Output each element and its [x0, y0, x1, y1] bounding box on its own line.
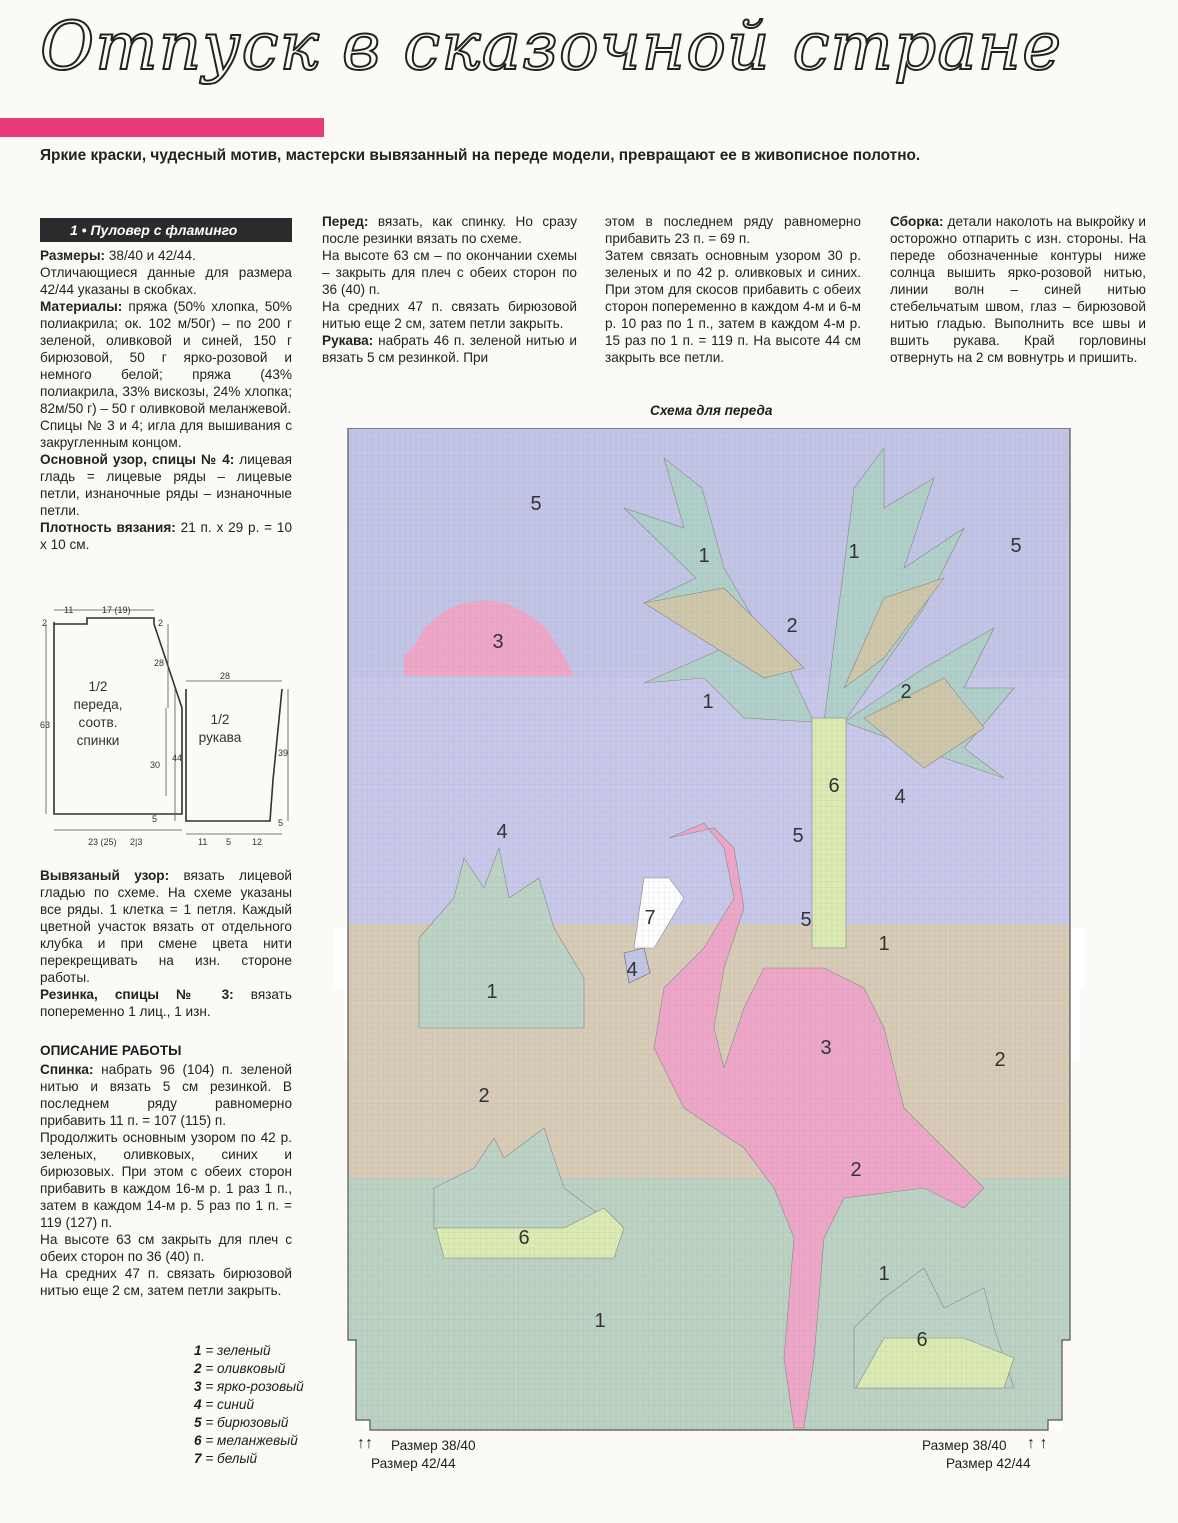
schem-num: 2 — [42, 618, 48, 628]
schem-num: 28 — [154, 658, 165, 668]
sleeve-label-line: рукава — [198, 730, 242, 745]
legend-text: = оливковый — [201, 1361, 286, 1376]
pattern-label: Основной узор, спицы № 4: — [40, 452, 235, 467]
legend-text: = синий — [201, 1397, 255, 1412]
legend-text: = бирюзовый — [201, 1415, 289, 1430]
column-3-sleeves — [605, 213, 861, 366]
legend-num: 1 — [194, 1343, 202, 1358]
work-heading: ОПИСАНИЕ РАБОТЫ — [40, 1043, 182, 1058]
schem-num: 2|3 — [130, 837, 143, 847]
size-label-small-right: Размер 38/40 — [922, 1438, 1007, 1453]
chart-color-number: 5 — [800, 909, 812, 931]
pattern-schematic — [36, 596, 296, 852]
size-label-large-right: Размер 42/44 — [946, 1456, 1031, 1471]
sleeve-label-line: 1/2 — [210, 712, 230, 727]
legend-num: 4 — [194, 1397, 202, 1412]
schem-num: 28 — [220, 671, 231, 681]
knit-label: Вывязаный узор: — [40, 868, 170, 883]
legend-item — [194, 1360, 304, 1378]
chart-color-number: 1 — [848, 541, 860, 563]
sleeve-text-1: этом в последнем ряду равномерно прибавить 23 п. = 69 п. — [605, 214, 861, 246]
front-label-line: соотв. — [78, 715, 118, 730]
subtitle: Яркие краски, чудесный мотив, мастерски вывязанный на переде модели, превращают ее в живописное полотно. — [40, 147, 921, 164]
chart-color-number: 2 — [478, 1085, 490, 1107]
legend-num: 6 — [194, 1433, 202, 1448]
chart-color-number: 1 — [878, 1263, 890, 1285]
pattern-text: лицевая гладь = лицевые ряды – лицевые петли, изнаночные ряды – изнаночные петли. — [40, 452, 292, 518]
chart-color-number: 4 — [894, 786, 906, 808]
chart-color-number: 3 — [820, 1037, 832, 1059]
knit-text: вязать лицевой гладью по схеме. На схеме указаны все ряды. 1 клетка = 1 петля. Каждый цветной участок вязать от отдельного клубка и при смене цвета нити перекрещивать на изн. стороне работы. — [40, 868, 293, 985]
assembly-label: Сборка: — [890, 214, 944, 229]
front-label-line: 1/2 — [88, 679, 108, 694]
legend-num: 5 — [194, 1415, 202, 1430]
middle-text: На средних 47 п. связать бирюзовой нитью еще 2 см, затем петли закрыть. — [40, 1266, 292, 1298]
schem-num: 5 — [226, 837, 232, 847]
differ-text: Отличающиеся данные для размера 42/44 указаны в скобках. — [40, 265, 292, 297]
schem-num: 63 — [40, 720, 51, 730]
sleeve-outline — [186, 689, 282, 821]
legend-num: 7 — [194, 1451, 202, 1466]
size-arrow-icon: ↑ ↑ — [1027, 1435, 1048, 1452]
column-1-materials — [40, 247, 292, 553]
column-1-knit-pattern — [40, 867, 292, 1020]
front-outline — [54, 618, 182, 814]
chart-color-number: 4 — [496, 821, 508, 843]
chart-color-number: 6 — [828, 775, 840, 797]
schem-num: 2 — [158, 618, 164, 628]
density-label: Плотность вязания: — [40, 520, 176, 535]
sizes-text: 38/40 и 42/44. — [105, 248, 196, 263]
chart-color-number: 4 — [626, 959, 638, 981]
legend-item — [194, 1414, 304, 1432]
column-4-assembly — [890, 213, 1146, 366]
chart-color-number: 1 — [698, 545, 710, 567]
needles-text: Спицы № 3 и 4; игла для вышивания с закругленным концом. — [40, 418, 292, 450]
schem-num: 5 — [278, 818, 284, 828]
legend-item — [194, 1378, 304, 1396]
chart-color-number: 5 — [792, 825, 804, 847]
schem-num: 30 — [150, 760, 161, 770]
legend-num: 2 — [194, 1361, 202, 1376]
chart-color-number: 2 — [850, 1159, 862, 1181]
chart-color-number: 5 — [1010, 535, 1022, 557]
sleeve-label: Рукава: — [322, 333, 374, 348]
legend-item — [194, 1396, 304, 1414]
continue-text: Продолжить основным узором по 42 р. зеленых, оливковых, синих и бирюзовых. При этом с обеих сторон прибавить в каждом 16-м р. 1 раз 1 п., затем в каждом 14-м р. 5 раз по 1 п. = 119 (127) п. — [40, 1130, 292, 1230]
chart-color-number: 3 — [492, 631, 504, 653]
column-2-front — [322, 213, 577, 366]
chart-color-number: 7 — [644, 907, 656, 929]
chart-title: Схема для переда — [650, 403, 773, 418]
chart-grid — [324, 428, 1094, 1440]
front-label-line: спинки — [76, 733, 120, 748]
materials-text: пряжа (50% хлопка, 50% полиакрила; ок. 102 м/50г) – по 200 г зеленой, оливковой и синей, 150 г бирюзовой, 50 г ярко-розовой и немного белой; пряжа (43% полиакрила, 33% вискозы, 24% хлопка; 82м/50 г) – 50 г оливковой меланжевой. — [40, 299, 292, 416]
rib-label: Резинка, спицы № 3: — [40, 987, 234, 1002]
chart-color-number: 6 — [518, 1227, 530, 1249]
page-title: Отпуск в сказочной стране — [40, 8, 1063, 85]
chart-color-number: 1 — [878, 933, 890, 955]
legend-text: = зеленый — [201, 1343, 271, 1358]
schem-num: 5 — [152, 814, 158, 824]
accent-bar — [0, 118, 324, 137]
back-label: Спинка: — [40, 1062, 94, 1077]
color-legend — [194, 1342, 304, 1468]
sizes-label: Размеры: — [40, 248, 106, 263]
schem-num: 11 — [198, 837, 208, 847]
height-text: На высоте 63 см – по окончании схемы – закрыть для плеч с обеих сторон по 36 (40) п. — [322, 248, 577, 297]
legend-num: 3 — [194, 1379, 202, 1394]
schem-num: 39 — [278, 748, 289, 758]
chart-color-number: 2 — [786, 615, 798, 637]
chart-color-number: 2 — [994, 1049, 1006, 1071]
size-label-small-left: Размер 38/40 — [391, 1438, 476, 1453]
section-header: 1 • Пуловер с фламинго — [40, 218, 292, 242]
schem-num: 44 — [172, 753, 183, 763]
legend-text: = ярко-розовый — [201, 1379, 304, 1394]
chart-color-number: 1 — [702, 691, 714, 713]
back-text: набрать 96 (104) п. зеленой нитью и вязать 5 см резинкой. В последнем ряду равномерно прибавить 11 п. = 107 (115) п. — [40, 1062, 292, 1128]
middle-text: На средних 47 п. связать бирюзовой нитью еще 2 см, затем петли закрыть. — [322, 299, 577, 331]
shoulder-text: На высоте 63 см закрыть для плеч с обеих сторон по 36 (40) п. — [40, 1232, 292, 1264]
legend-item — [194, 1342, 304, 1360]
schem-num: 11 — [64, 605, 74, 615]
front-label-line: переда, — [73, 697, 123, 712]
legend-text: = белый — [201, 1451, 258, 1466]
size-arrow-icon: ↑↑ — [357, 1435, 373, 1452]
front-label: Перед: — [322, 214, 369, 229]
sleeve-text: набрать 46 п. зеленой нитью и вязать 5 см резинкой. При — [322, 333, 577, 365]
materials-label: Материалы: — [40, 299, 123, 314]
rib-text: вязать попеременно 1 лиц., 1 изн. — [40, 987, 292, 1019]
assembly-text: детали наколоть на выкройку и осторожно отпарить с изн. стороны. На переде обозначенные контуры ниже солнца вышить ярко-розовой нитью, линии волн – синей нитью стебельчатым швом, глаз – бирюзовой нитью гладью. Выполнить все швы и вшить рукава. Край горловины отвернуть на 2 см вовнутрь и пришить. — [890, 214, 1146, 365]
sleeve-text-2: Затем связать основным узором 30 р. зеленых и по 42 р. оливковых и синих. При этом для скосов прибавить с обеих сторон попеременно в каждом 4-м и 6-м р. 10 раз по 1 п., затем в каждом 4-м р. 15 раз по 1 п. = 119 п. На высоте 44 см закрыть все петли. — [605, 248, 861, 365]
schem-num: 17 (19) — [102, 605, 131, 615]
chart-color-number: 6 — [916, 1329, 928, 1351]
column-1-back — [40, 1061, 292, 1299]
knitting-chart — [324, 428, 1094, 1440]
chart-color-number: 1 — [486, 981, 498, 1003]
chart-color-number: 2 — [900, 681, 912, 703]
chart-color-number: 1 — [594, 1310, 606, 1332]
chart-color-number: 5 — [530, 493, 542, 515]
legend-text: = меланжевый — [201, 1433, 298, 1448]
legend-item — [194, 1432, 304, 1450]
front-text: вязать, как спинку. Но сразу после резинки вязать по схеме. — [322, 214, 577, 246]
schem-num: 12 — [252, 837, 263, 847]
density-text: 21 п. х 29 р. = 10 х 10 см. — [40, 520, 293, 552]
size-label-large-left: Размер 42/44 — [371, 1456, 456, 1471]
legend-item — [194, 1450, 304, 1468]
schem-num: 23 (25) — [88, 837, 117, 847]
